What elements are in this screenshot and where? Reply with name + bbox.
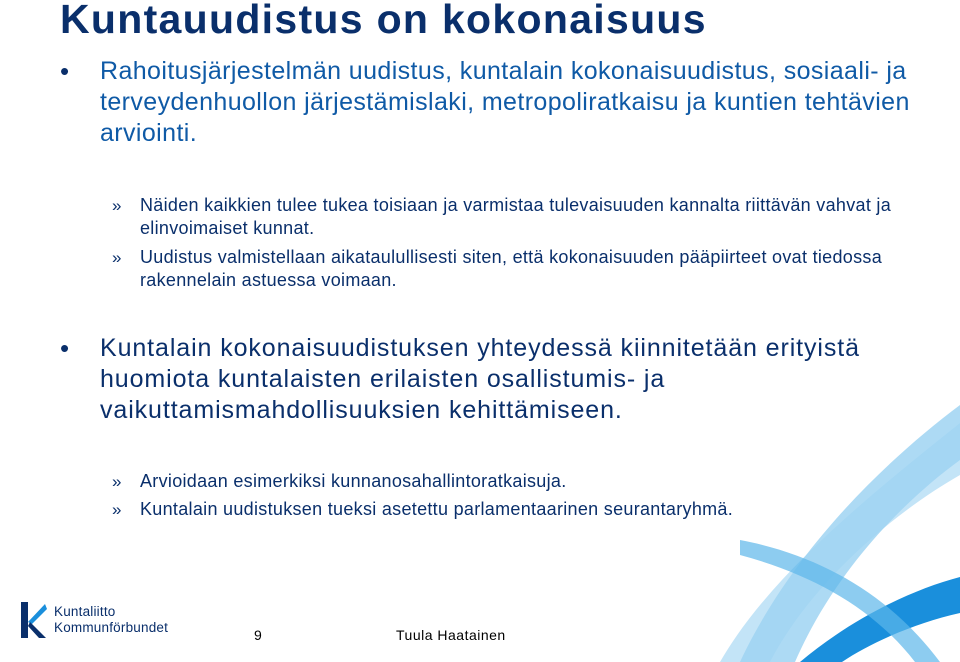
logo-line-1: Kuntaliitto [54, 604, 116, 619]
bullet-2-text: Kuntalain kokonaisuudistuksen yhteydessä kiinnitetään erityistä huomiota kuntalaisten erilaisten osallistumis- ja vaikuttamismahdollisuuksien kehittämiseen. [100, 334, 860, 424]
logo-text [54, 604, 168, 636]
bullet-1-subitem-2 [112, 246, 920, 292]
sub-bullet-marker: » [112, 248, 122, 267]
subitem-text: Uudistus valmistellaan aikataulullisesti siten, että kokonaisuuden pääpiirteet ovat tiedossa rakennelain astuessa voimaan. [140, 247, 883, 290]
slide-title: Kuntauudistus on kokonaisuus [60, 0, 707, 42]
bullet-dot: • [60, 333, 70, 363]
subitem-text: Kuntalain uudistuksen tueksi asetettu parlamentaarinen seurantaryhmä. [140, 499, 734, 519]
bullet-1 [60, 56, 920, 149]
author-name: Tuula Haatainen [396, 627, 506, 643]
logo-line-2: Kommunförbundet [54, 620, 169, 635]
sub-bullet-marker: » [112, 472, 122, 491]
subitem-text: Näiden kaikkien tulee tukea toisiaan ja varmistaa tulevaisuuden kannalta riittävän vahvat ja elinvoimaiset kunnat. [140, 195, 892, 238]
kuntaliitto-logo-icon [18, 600, 48, 640]
swoosh-decoration-icon [620, 405, 960, 662]
page-number: 9 [254, 627, 262, 643]
sub-bullet-marker: » [112, 196, 122, 215]
subitem-text: Arvioidaan esimerkiksi kunnanosahallintoratkaisuja. [140, 471, 567, 491]
bullet-1-text: Rahoitusjärjestelmän uudistus, kuntalain kokonaisuudistus, sosiaali- ja terveydenhuollon järjestämislaki, metropoliratkaisu ja kuntien tehtävien arviointi. [100, 57, 910, 147]
bullet-1-subitem-1 [112, 194, 920, 240]
kuntaliitto-logo [18, 600, 168, 640]
sub-bullet-marker: » [112, 500, 122, 519]
bullet-dot: • [60, 56, 70, 86]
